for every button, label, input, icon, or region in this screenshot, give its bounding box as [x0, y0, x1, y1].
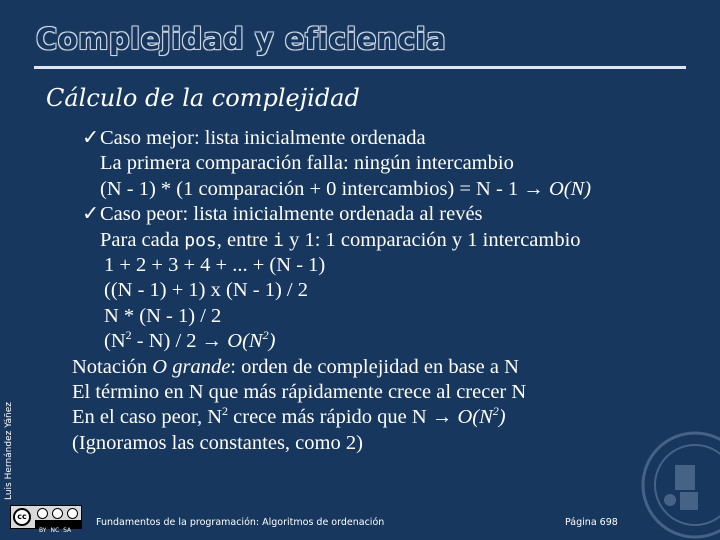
notation-line: [72, 355, 672, 380]
creative-commons-license-icon: [10, 505, 82, 534]
author-credit: Luis Hernández Yáñez: [4, 402, 14, 500]
text-fragment: Para cada: [100, 228, 180, 251]
code-i: i: [273, 229, 284, 251]
text-fragment: O(N: [457, 406, 493, 429]
worst-case-item: [72, 202, 672, 227]
superscript: 2: [492, 404, 499, 419]
arrow-icon: →: [431, 406, 453, 429]
slide-subtitle: Cálculo de la complejidad: [46, 84, 360, 112]
term-line: El término en N que más rápidamente crece al crecer N: [72, 380, 527, 403]
sum-line: 1 + 2 + 3 + 4 + ... + (N - 1): [104, 253, 326, 276]
big-o-term: O grande: [152, 355, 231, 378]
cc-logo-icon: cc: [13, 508, 31, 526]
best-case-formula: (N - 1) * (1 comparación + 0 intercambios) = N - 1: [100, 177, 519, 200]
slide-body: [72, 126, 672, 456]
text-fragment: ): [268, 330, 276, 353]
arrow-icon: →: [523, 177, 544, 200]
text-fragment: : orden de complejidad en base a N: [230, 355, 519, 378]
text-fragment: Notación: [72, 355, 148, 378]
worst-case-label: Caso peor: lista inicialmente ordenada al revés: [100, 203, 483, 226]
slide-title: Complejidad y eficiencia: [36, 22, 447, 56]
text-fragment: , entre: [216, 228, 268, 251]
arrow-icon: →: [201, 330, 223, 353]
license-sa: SA: [63, 527, 72, 534]
formula-line-2: N * (N - 1) / 2: [104, 304, 222, 327]
title-divider: [34, 66, 686, 69]
formula-line-3: [72, 329, 672, 354]
best-case-label: Caso mejor: lista inicialmente ordenada: [100, 127, 426, 149]
text-fragment: y 1: 1 comparación y 1 intercambio: [289, 228, 581, 251]
best-case-order: O(N): [548, 177, 592, 200]
checkmark-icon: ✓: [82, 203, 100, 226]
text-fragment: En el caso peor, N: [72, 406, 223, 429]
worst-case-order: [227, 330, 275, 352]
superscript: 2: [222, 404, 229, 419]
by-icon: [37, 508, 48, 519]
text-fragment: - N) / 2: [131, 330, 197, 353]
sa-icon: [67, 508, 78, 519]
best-case-detail: La primera comparación falla: ningún intercambio: [100, 152, 514, 175]
text-fragment: (N: [104, 330, 126, 353]
text-fragment: O(N: [227, 330, 263, 353]
worst-case-detail: [72, 228, 672, 253]
ignore-constants-line: (Ignoramos las constantes, como 2): [72, 431, 363, 454]
checkmark-icon: ✓: [82, 127, 100, 149]
best-case-count: [72, 177, 672, 202]
superscript: 2: [262, 328, 269, 343]
superscript: 2: [125, 328, 132, 343]
text-fragment: ): [498, 406, 506, 429]
formula-line-1: ((N - 1) + 1) x (N - 1) / 2: [104, 279, 308, 302]
nc-icon: [52, 508, 63, 519]
best-case-item: [72, 126, 672, 151]
page-number: Página 698: [565, 517, 618, 528]
footer-course: Fundamentos de la programación: Algoritmos de ordenación: [96, 517, 385, 528]
worst-growth-line: [72, 405, 672, 430]
text-fragment: crece más rápido que N: [228, 406, 427, 429]
license-terms: [35, 520, 81, 534]
license-nc: NC: [50, 527, 60, 534]
code-pos: pos: [184, 229, 217, 251]
worst-growth-order: [457, 406, 505, 428]
license-by: BY: [39, 527, 47, 534]
